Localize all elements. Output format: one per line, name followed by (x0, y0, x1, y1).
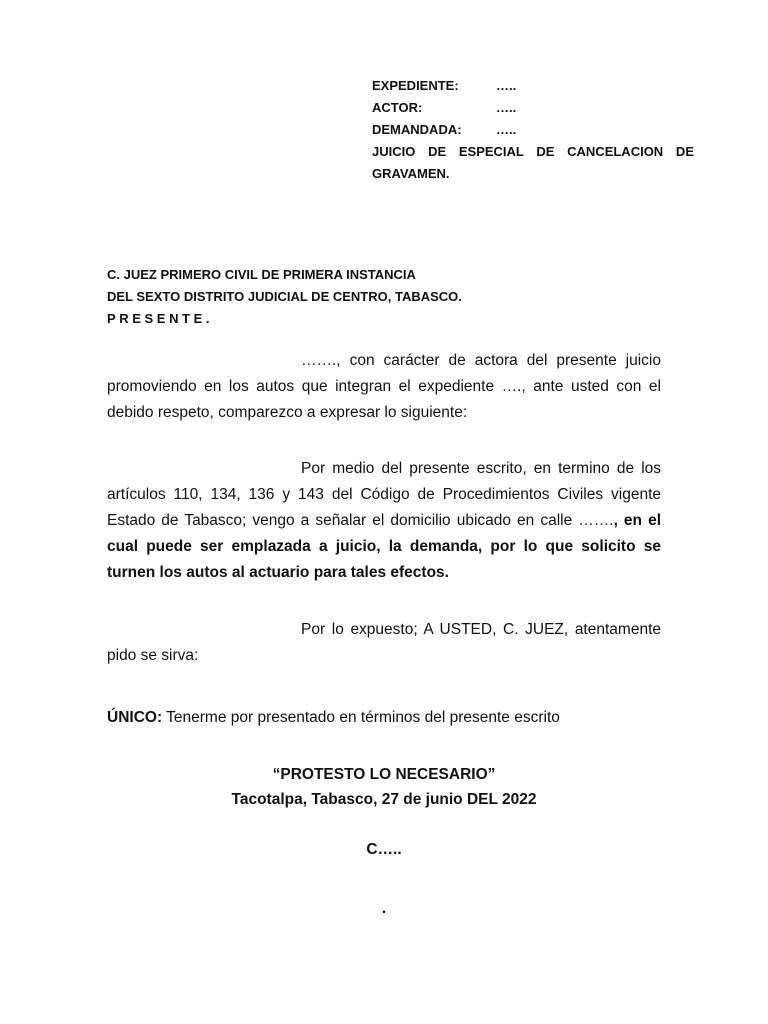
actor-value: ….. (496, 100, 517, 115)
case-type-line1: JUICIO DE ESPECIAL DE CANCELACION DE (372, 144, 694, 159)
request-paragraph (107, 456, 661, 586)
addressee-block (107, 264, 462, 330)
expediente-row (372, 75, 694, 97)
request-text-bold: , en el cual puede ser emplazada a juicio, la demanda, por lo que solicito se turnen los autos al actuario para tales efectos. (107, 512, 661, 581)
request-text-mid: , en termino de los artículos 110, 134, 136 y 143 del Código de Procedimientos Civiles vigente Estado de Tabasco; vengo a señalar el domicilio ubicado en calle ……. (107, 460, 662, 529)
intro-text: ……., con carácter de actora del presente juicio promoviendo en los autos que integran el expediente …., ante usted con el debido respeto, comparezco a expresar lo siguiente: (107, 352, 661, 421)
demandada-value: ….. (496, 122, 517, 137)
unico-text: Tenerme por presentado en términos del presente escrito (162, 709, 560, 726)
demandada-row (372, 119, 694, 141)
case-header (372, 75, 694, 185)
demandada-label: DEMANDADA: (372, 122, 462, 137)
signature-name: C….. (366, 841, 402, 858)
petition-paragraph (107, 617, 661, 669)
addressee-line-1: C. JUEZ PRIMERO CIVIL DE PRIMERA INSTANCIA (107, 267, 416, 282)
unico-label: ÚNICO: (107, 709, 163, 726)
protesto-line: “PROTESTO LO NECESARIO” (272, 766, 496, 783)
addressee-presente: PRESENTE. (107, 311, 214, 326)
expediente-value: ….. (496, 78, 517, 93)
expediente-label: EXPEDIENTE: (372, 78, 459, 93)
unico-paragraph (107, 705, 661, 731)
actor-row (372, 97, 694, 119)
addressee-line-2: DEL SEXTO DISTRITO JUDICIAL DE CENTRO, TABASCO. (107, 289, 462, 304)
actor-label: ACTOR: (372, 100, 423, 115)
request-text-start: Por medio del presente escrito (301, 460, 523, 477)
petition-text: Por lo expuesto; A USTED, C. JUEZ, atentamente pido se sirva: (107, 621, 661, 664)
case-type-line2: GRAVAMEN. (372, 166, 450, 181)
signature-dot: . (381, 900, 387, 917)
intro-paragraph (107, 348, 661, 426)
place-date-line: Tacotalpa, Tabasco, 27 de junio DEL 2022 (231, 791, 537, 808)
